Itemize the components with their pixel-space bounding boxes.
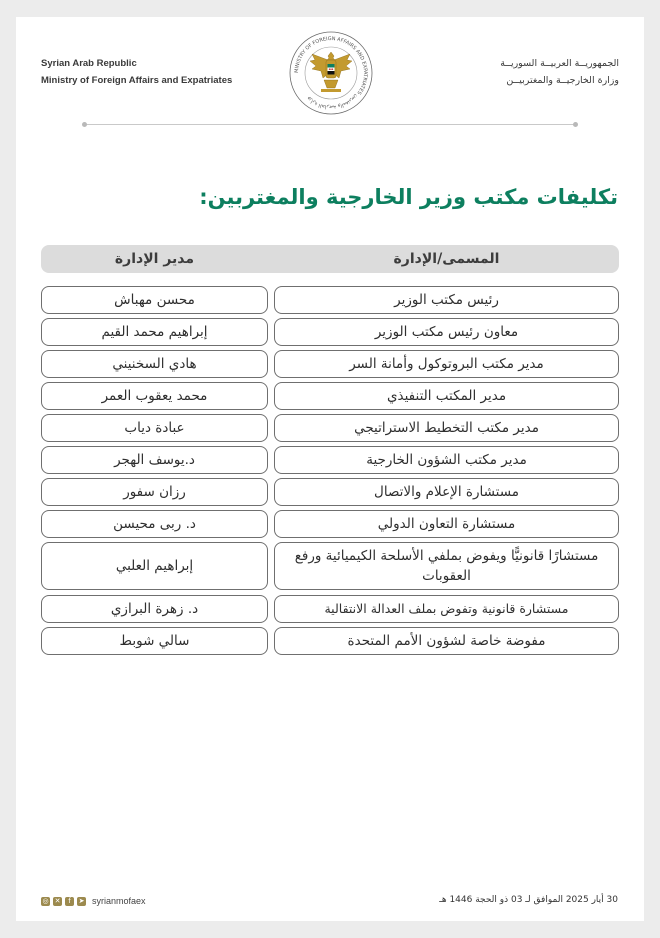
header-arabic [500, 55, 619, 89]
header-english [41, 55, 232, 89]
instagram-icon[interactable]: ◎ [42, 896, 49, 905]
position-cell: مدير مكتب التخطيط الاستراتيجي [274, 414, 619, 442]
divider-dot-right [573, 122, 578, 127]
position-cell: مستشارة التعاون الدولي [274, 510, 619, 538]
table-row [41, 542, 619, 590]
table-row [41, 478, 619, 506]
position-cell: مدير المكتب التنفيذي [274, 382, 619, 410]
document-page [16, 17, 644, 921]
country-name-ar: الجمهوريــة العربيــة السوريــة [500, 58, 619, 69]
telegram-icon[interactable]: ➤ [78, 896, 85, 905]
position-cell: معاون رئيس مكتب الوزير [274, 318, 619, 346]
manager-cell: د. ربى محيسن [41, 510, 268, 538]
position-cell: مستشارة قانونية وتفوض بملف العدالة الانتقالية [274, 595, 619, 623]
position-cell: مستشارة الإعلام والاتصال [274, 478, 619, 506]
table-row [41, 318, 619, 346]
ministry-name-en: Ministry of Foreign Affairs and Expatriates [41, 75, 233, 86]
document-date: 30 أيار 2025 الموافق لـ 03 ذو الحجة 1446 هـ [439, 895, 618, 905]
manager-cell: سالي شوبط [41, 627, 268, 655]
social-handle[interactable]: syrianmofaex [92, 896, 146, 906]
column-header-title: المسمى/الإدارة [393, 251, 500, 267]
table-row [41, 414, 619, 442]
manager-cell: محسن مهباش [41, 286, 268, 314]
manager-cell: د. زهرة البرازي [41, 595, 268, 623]
manager-cell: هادي السخنيني [41, 350, 268, 378]
manager-cell: محمد يعقوب العمر [41, 382, 268, 410]
table-row [41, 510, 619, 538]
table-row [41, 382, 619, 410]
social-footer [41, 896, 146, 906]
position-cell: مدير مكتب البروتوكول وأمانة السر [274, 350, 619, 378]
manager-cell: د.يوسف الهجر [41, 446, 268, 474]
x-icon[interactable]: ✕ [54, 896, 61, 905]
country-name-en: Syrian Arab Republic [41, 58, 137, 69]
table-row [41, 286, 619, 314]
ministry-emblem-icon [288, 30, 374, 116]
table-row [41, 350, 619, 378]
table-row [41, 627, 619, 655]
divider-dot-left [82, 122, 87, 127]
header-divider [84, 124, 576, 125]
ministry-name-ar: وزارة الخارجيــة والمغتربيــن [506, 75, 619, 86]
manager-cell: إبراهيم العلبي [41, 542, 268, 590]
position-cell: مدير مكتب الشؤون الخارجية [274, 446, 619, 474]
position-cell: مستشارًا قانونيًّا ويفوض بملفي الأسلحة الكيميائية ورفع العقوبات [274, 542, 619, 590]
manager-cell: عبادة دياب [41, 414, 268, 442]
table-row [41, 446, 619, 474]
document-title: تكليفات مكتب وزير الخارجية والمغتربين: [199, 185, 618, 209]
facebook-icon[interactable]: f [65, 897, 74, 906]
table-header [41, 245, 619, 273]
manager-cell: رزان سفور [41, 478, 268, 506]
manager-cell: إبراهيم محمد القيم [41, 318, 268, 346]
position-cell: رئيس مكتب الوزير [274, 286, 619, 314]
position-cell: مفوضة خاصة لشؤون الأمم المتحدة [274, 627, 619, 655]
table-row [41, 595, 619, 623]
column-header-manager: مدير الإدارة [114, 251, 195, 267]
svg-text:MINISTRY OF FOREIGN AFFAIRS AN: MINISTRY OF FOREIGN AFFAIRS AND EXPATRIATES وزارة الخارجية والمغتربين [293, 35, 369, 111]
